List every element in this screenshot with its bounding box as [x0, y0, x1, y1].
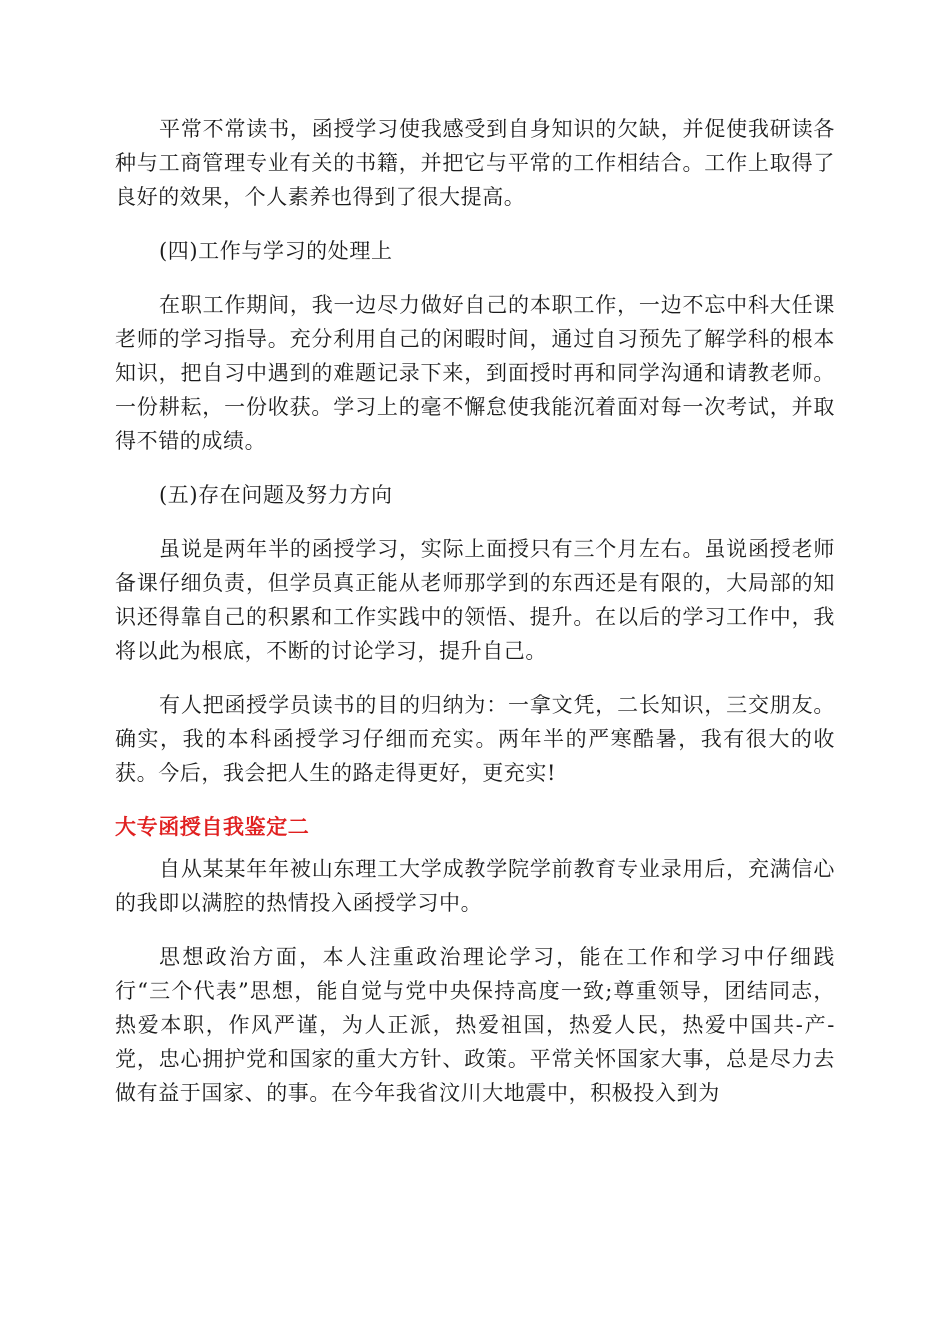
paragraph-summary: 有人把函授学员读书的目的归纳为：一拿文凭，二长知识，三交朋友。确实，我的本科函授学习仔细而充实。两年半的严寒酷暑，我有很大的收获。今后，我会把人生的路走得更好，更充实! [115, 693, 835, 785]
paragraph-work-period: 在职工作期间，我一边尽力做好自己的本职工作，一边不忘中科大任课老师的学习指导。充分利用自己的闲暇时间，通过自习预先了解学科的根本知识，把自习中遇到的难题记录下来，到面授时再和同学沟通和请教老师。一份耕耘，一份收获。学习上的毫不懈怠使我能沉着面对每一次考试，并取得不错的成绩。 [115, 293, 835, 453]
paragraph-reading: 平常不常读书，函授学习使我感受到自身知识的欠缺，并促使我研读各种与工商管理专业有关的书籍，并把它与平常的工作相结合。工作上取得了良好的效果，个人素养也得到了很大提高。 [115, 117, 835, 209]
subheading-work-study: (四)工作与学习的处理上 [159, 239, 393, 263]
section-title: 大专函授自我鉴定二 [115, 815, 310, 839]
document-body [115, 112, 835, 1130]
paragraph-problems: 虽说是两年半的函授学习，实际上面授只有三个月左右。虽说函授老师备课仔细负责，但学员真正能从老师那学到的东西还是有限的，大局部的知识还得靠自己的积累和工作实践中的领悟、提升。在以后的学习工作中，我将以此为根底，不断的讨论学习，提升自己。 [115, 537, 835, 663]
paragraph-enrollment: 自从某某年年被山东理工大学成教学院学前教育专业录用后，充满信心的我即以满腔的热情投入函授学习中。 [115, 857, 835, 915]
subheading-problems: (五)存在问题及努力方向 [159, 483, 393, 507]
paragraph-politics: 思想政治方面，本人注重政治理论学习，能在工作和学习中仔细践行“三个代表”思想，能自觉与党中央保持高度一致;尊重领导，团结同志，热爱本职，作风严谨，为人正派，热爱祖国，热爱人民，热爱中国共-产-党，忠心拥护党和国家的重大方针、政策。平常关怀国家大事，总是尽力去做有益于国家、的事。在今年我省汶川大地震中，积极投入到为 [115, 945, 835, 1105]
